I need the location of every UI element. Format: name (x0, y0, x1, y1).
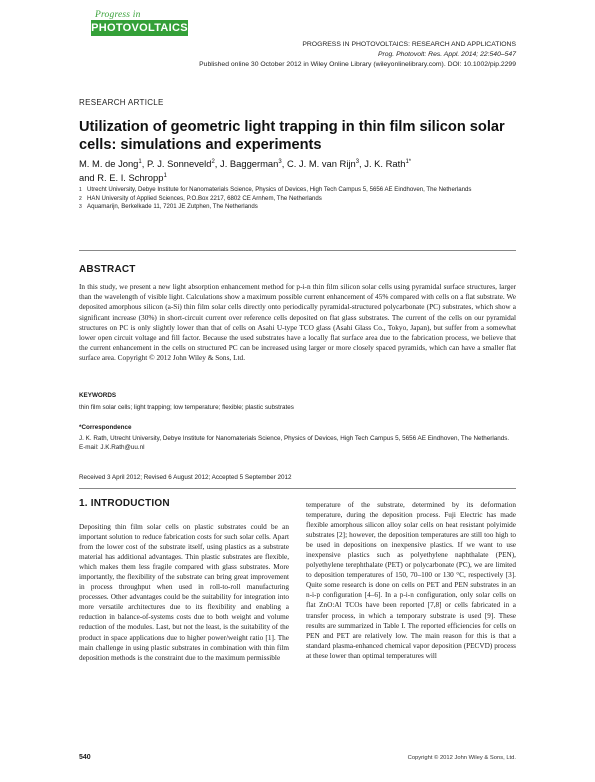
author: C. J. M. van Rijn (286, 158, 356, 169)
keywords-text: thin film solar cells; light trapping; low temperature; flexible; plastic substrates (79, 404, 294, 411)
author-separator: , (214, 158, 220, 169)
divider-top (79, 250, 516, 251)
author-affil-mark: 1* (405, 159, 412, 165)
author-affil-mark: 3 (355, 159, 360, 165)
journal-doi-line: Published online 30 October 2012 in Wiley Online Library (wileyonlinelibrary.com). DOI: 10.1002/pip.2299 (199, 61, 516, 68)
author: R. E. I. Schropp (97, 172, 164, 183)
author-list (79, 156, 529, 184)
journal-citation: Prog. Photovolt: Res. Appl. 2014; 22:540–547 (377, 51, 516, 58)
correspondence-heading: *Correspondence (79, 424, 132, 431)
affiliation-item (79, 203, 529, 212)
author: M. M. de Jong (79, 158, 139, 169)
author-separator: , (281, 158, 287, 169)
paper-title: Utilization of geometric light trapping in thin film silicon solar cells: simulations and experiments (79, 119, 505, 153)
author-affil-mark: 2 (211, 159, 215, 165)
affiliations (79, 186, 529, 212)
journal-logo (79, 8, 189, 40)
affiliation-number: 1 (79, 187, 82, 193)
footer-copyright: Copyright © 2012 John Wiley & Sons, Ltd. (407, 755, 516, 761)
author-affil-mark: 1 (163, 173, 167, 179)
divider-bottom (79, 488, 516, 489)
author-separator: , (359, 158, 365, 169)
keywords-heading: KEYWORDS (79, 392, 117, 399)
journal-meta (199, 40, 516, 70)
affiliation-number: 3 (79, 204, 82, 211)
affiliation-item (79, 195, 529, 204)
logo-top-text: Progress in (95, 10, 141, 20)
author: J. Baggerman (220, 158, 279, 169)
author-affil-mark: 3 (278, 159, 282, 165)
affiliation-text: Aquamarijn, Berkelkade 11, 7201 JE Zutphen, The Netherlands (87, 203, 258, 211)
page-number: 540 (79, 754, 91, 761)
correspondence-email[interactable]: E-mail: J.K.Rath@uu.nl (79, 444, 145, 452)
correspondence-block (79, 434, 516, 453)
logo-bar-text: PHOTOVOLTAICS (91, 22, 188, 34)
affiliation-text: Utrecht University, Debye Institute for Nanomaterials Science, Physics of Devices, High Tech Campus 5, 5656 AE Eindhoven, The Netherlands (87, 186, 472, 193)
correspondence-text: J. K. Rath, Utrecht University, Debye Institute for Nanomaterials Science, Physics of Devices, High Tech Campus 5, 5656 AE Eindhoven, The Netherlands. (79, 435, 510, 442)
author: J. K. Rath (364, 158, 406, 169)
affiliation-item (79, 186, 529, 195)
abstract-heading: ABSTRACT (79, 264, 136, 275)
article-type: RESEARCH ARTICLE (79, 98, 164, 107)
author: P. J. Sonneveld (146, 158, 212, 169)
intro-left-column: Depositing thin film solar cells on plastic substrates could be an important solution to reduce fabrication costs for such solar cells. Apart from the lower cost of the substrate itself, using plastics as a substrate material has additional advantages. Thin plastic substrates are flexible, which makes them less fragile compared with glass substrates. More importantly, the flexibility of the substrate can bring great improvement in process throughput when used in roll-to-roll manufacturing processes. Other advantages could be the suitability for integration into more versatile architectures due to its flexibility and enabling a reduction in balance-of-systems costs due to both weight and volume reduction of the modules. Last, but not the least, is the suitability of the product in space applications due to higher power/weight ratio [1]. The main challenge in using plastic substrates in combination with thin film deposition methods is the constraint due to the maximum permissible (79, 523, 289, 662)
abstract-text: In this study, we present a new light absorption enhancement method for p-i-n thin film silicon solar cells using pyramidal surface structures, larger than the wavelength of visible light. Calculations show a maximum possible current enhancement of 45% compared with cells on a flat substrate. We deposited amorphous silicon (a-Si) thin film solar cells directly onto periodically pyramidal-structured polycarbonate (PC) substrates, which show a significant increase (30%) in short-circuit current over reference cells deposited on flat glass substrates. The current of the cells on our pyramidal structures on PC is only slightly lower than that of cells on Asahi U-type TCO glass (Asahi Glass Co., Tokyo, Japan), but suffer from a somewhat lower open circuit voltage and fill factor. Because the used substrates have a locally flat surface area due to the fabrication process, we believe that the current enhancement in the cells on structured PC can be increased using larger or more closely spaced pyramids, which can have a smaller flat surface area. Copyright © 2012 John Wiley & Sons, Ltd. (79, 282, 516, 363)
journal-name: PROGRESS IN PHOTOVOLTAICS: RESEARCH AND APPLICATIONS (302, 41, 516, 48)
affiliation-text: HAN University of Applied Sciences, P.O.Box 2217, 6802 CE Arnhem, The Netherlands (87, 194, 322, 202)
author-affil-mark: 1 (138, 159, 142, 165)
received-dates: Received 3 April 2012; Revised 6 August 2012; Accepted 5 September 2012 (79, 474, 292, 481)
affiliation-number: 2 (79, 195, 82, 202)
author-and: and (79, 172, 98, 183)
intro-heading: 1. INTRODUCTION (79, 498, 170, 509)
intro-right-column: temperature of the substrate, determined by its deformation temperature, during the deposition process. Fuji Electric has made flexible amorphous silicon alloy solar cells on heat resistant polyimide substrates [2]; however, the deposition temperatures are still too high to be used in depositions on inexpensive plastics. If we want to use inexpensive plastics such as polyethylene naphthalate (PEN), polyethylene terephthalate (PET) or polycarbonate (PC), we are limited to deposition temperatures of 150, 70–100 or 130 °C, respectively [3]. Quite some research is done on cells on PET and PEN substrates in an n-i-p configuration [4–6]. In a p-i-n configuration, only solar cells on flat ZnO:Al TCOs have been reported [7,8] or cells fabricated in a transfer process, in which a temporary substrate is used [9]. These results are summarized in Table I. The reported efficiencies for cells on PEN and PET are relatively low. The main reason for this is that a standard plasma-enhanced chemical vapor deposition (PECVD) process at these lower than optimal temperatures will (306, 501, 516, 660)
author-separator: , (141, 158, 147, 169)
